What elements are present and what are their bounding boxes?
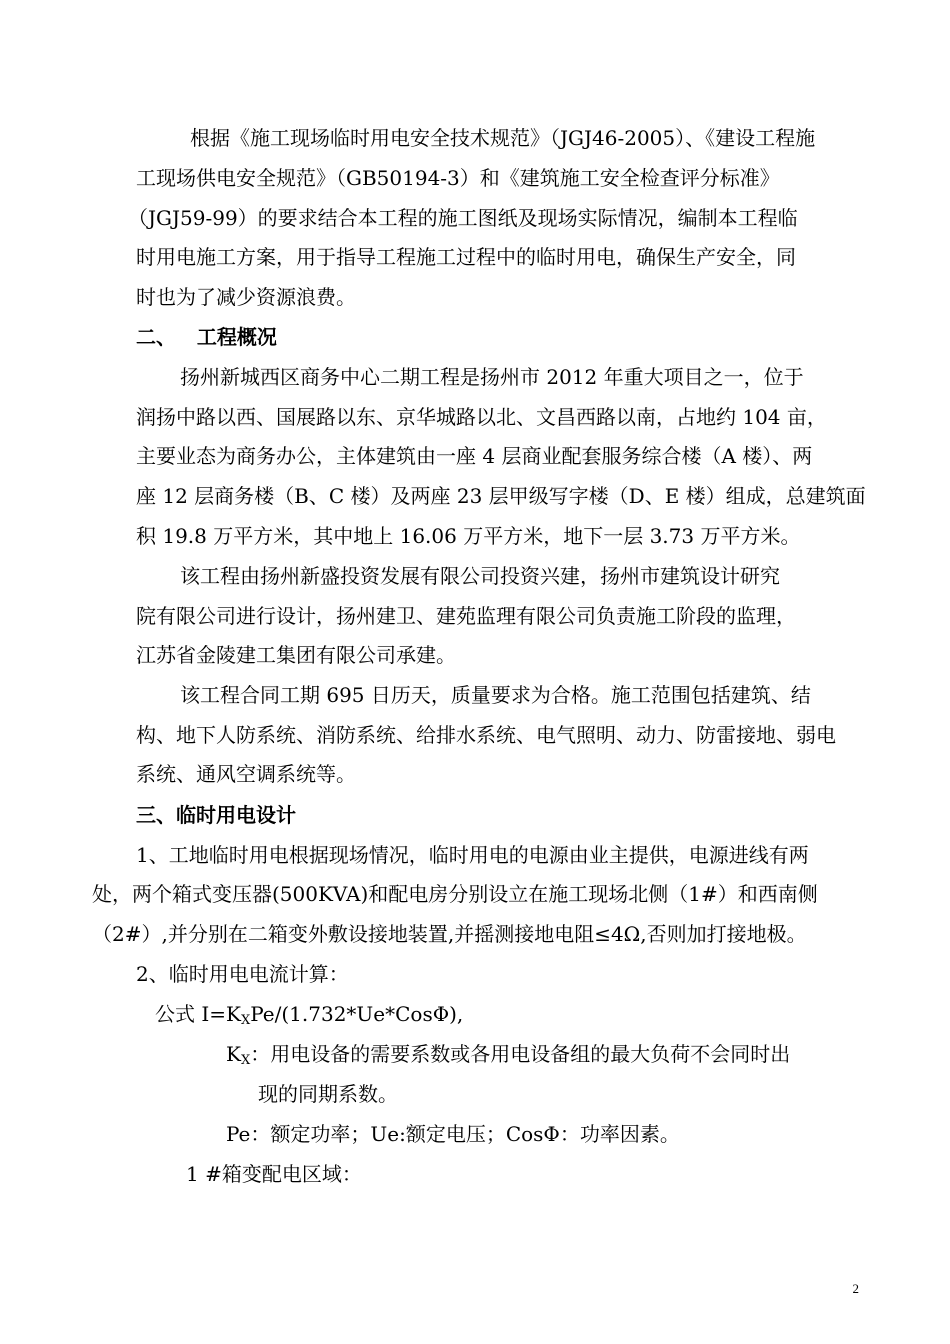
overview-p3-line-1: 该工程合同工期 695 日历天，质量要求为合格。施工范围包括建筑、结: [180, 683, 811, 707]
intro-line-2: 工现场供电安全规范》（GB50194-3）和《建筑施工安全检查评分标准》: [136, 166, 780, 190]
design-item-1-line-2: 处，两个箱式变压器(500KVA)和配电房分别设立在施工现场北侧（1#）和西南侧: [92, 882, 818, 906]
overview-p1-line-4: 座 12 层商务楼（B、C 楼）及两座 23 层甲级写字楼（D、E 楼）组成，总建筑面: [136, 484, 866, 508]
intro-line-1: 根据《施工现场临时用电安全技术规范》（JGJ46-2005）、《建设工程施: [190, 126, 816, 150]
intro-line-3: （JGJ59-99）的要求结合本工程的施工图纸及现场实际情况，编制本工程临: [128, 206, 798, 230]
section-3-heading: 三、临时用电设计: [136, 803, 296, 827]
overview-p1-line-2: 润扬中路以西、国展路以东、京华城路以北、文昌西路以南，占地约 104 亩，: [136, 405, 827, 429]
design-item-2: 2、临时用电电流计算：: [136, 962, 349, 986]
intro-line-4: 时用电施工方案，用于指导工程施工过程中的临时用电，确保生产安全，同: [136, 245, 796, 269]
kx-definition-line-2: 现的同期系数。: [258, 1082, 398, 1106]
page-number: 2: [852, 1281, 859, 1296]
overview-p2-line-1: 该工程由扬州新盛投资发展有限公司投资兴建，扬州市建筑设计研究: [180, 564, 780, 588]
overview-p3-line-3: 系统、通风空调系统等。: [136, 762, 356, 786]
current-formula: 公式 $I=K_XPe/(1.732*Ue*Cos\Phi)$,: [155, 1002, 464, 1028]
kx-definition-line-1: $K_X$：用电设备的需要系数或各用电设备组的最大负荷不会同时出: [226, 1042, 791, 1068]
intro-line-5: 时也为了减少资源浪费。: [136, 285, 356, 309]
pe-ue-definition: Pe：额定功率；Ue:额定电压；CosΦ：功率因素。: [226, 1122, 680, 1146]
zone-1-heading: 1 #箱变配电区域：: [186, 1162, 362, 1186]
overview-p3-line-2: 构、地下人防系统、消防系统、给排水系统、电气照明、动力、防雷接地、弱电: [136, 723, 836, 747]
section-2-heading: 二、 工程概况: [136, 325, 277, 349]
design-item-1-line-1: 1、工地临时用电根据现场情况，临时用电的电源由业主提供，电源进线有两: [136, 843, 809, 867]
overview-p1-line-1: 扬州新城西区商务中心二期工程是扬州市 2012 年重大项目之一，位于: [180, 365, 804, 389]
overview-p1-line-3: 主要业态为商务办公，主体建筑由一座 4 层商业配套服务综合楼（A 楼）、两: [136, 444, 813, 468]
design-item-1-line-3: （2#）,并分别在二箱变外敷设接地装置,并摇测接地电阻≤4Ω,否则加打接地极。: [92, 922, 807, 946]
overview-p1-line-5: 积 19.8 万平方米，其中地上 16.06 万平方米，地下一层 3.73 万平方米。: [136, 524, 801, 548]
overview-p2-line-2: 院有限公司进行设计，扬州建卫、建苑监理有限公司负责施工阶段的监理，: [136, 604, 796, 628]
overview-p2-line-3: 江苏省金陵建工集团有限公司承建。: [136, 643, 456, 667]
